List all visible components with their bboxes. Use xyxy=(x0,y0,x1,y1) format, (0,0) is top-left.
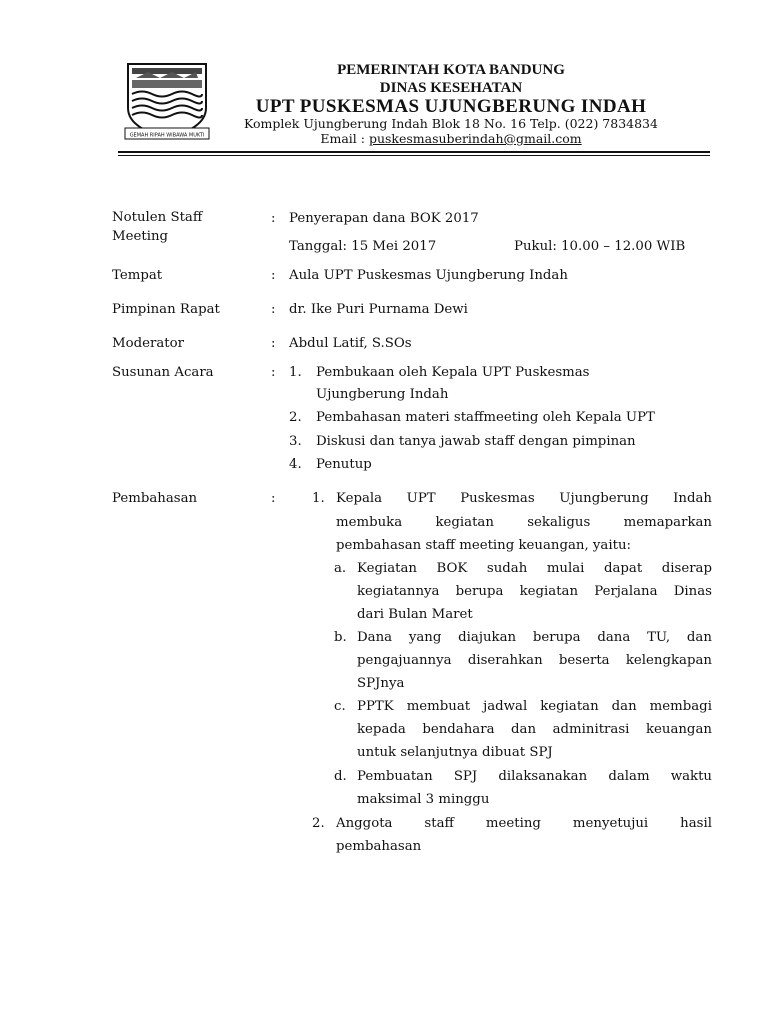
tempat-value: Aula UPT Puskesmas Ujungberung Indah xyxy=(289,268,568,283)
sub-item-line: dari Bulan Maret xyxy=(357,607,473,622)
word: sudah xyxy=(486,561,528,576)
word: menyetujui xyxy=(572,816,649,831)
agenda-item: Penutup xyxy=(316,457,372,472)
pimpinan-value: dr. Ike Puri Purnama Dewi xyxy=(289,302,468,317)
moderator-label: Moderator xyxy=(112,336,184,351)
agenda-item: Pembahasan materi staffmeeting oleh Kepala UPT xyxy=(316,410,655,425)
word: kepada xyxy=(357,722,406,737)
word: staff xyxy=(424,816,454,831)
sub-item-line xyxy=(357,770,712,783)
discussion-line xyxy=(336,492,712,505)
notulen-value: Penyerapan dana BOK 2017 xyxy=(289,211,479,226)
notulen-label-line1: Notulen Staff xyxy=(112,210,203,225)
sub-item-line: maksimal 3 minggu xyxy=(357,792,490,807)
header-department: DINAS KESEHATAN xyxy=(379,80,523,96)
colon: : xyxy=(271,211,276,226)
word: Kepala xyxy=(336,491,383,506)
word: UPT xyxy=(406,491,436,506)
word: pengajuannya xyxy=(357,653,452,668)
moderator-value: Abdul Latif, S.SOs xyxy=(289,336,412,351)
word: Puskesmas xyxy=(460,491,535,506)
word: SPJ xyxy=(453,769,478,784)
discussion-number: 2. xyxy=(312,816,325,831)
word: dan xyxy=(686,630,712,645)
discussion-line: pembahasan xyxy=(336,839,422,854)
agenda-number: 3. xyxy=(289,434,302,449)
word: Indah xyxy=(673,491,712,506)
word: dan xyxy=(611,699,637,714)
meeting-time: Pukul: 10.00 – 12.00 WIB xyxy=(514,239,686,254)
word: mulai xyxy=(546,561,585,576)
word: meeting xyxy=(485,816,541,831)
word: dana xyxy=(597,630,631,645)
word: PPTK xyxy=(357,699,394,714)
agenda-item: Pembukaan oleh Kepala UPT Puskesmas xyxy=(316,365,590,380)
sub-item-letter: b. xyxy=(334,630,347,645)
word: adminitrasi xyxy=(552,722,630,737)
word: kegiatan xyxy=(540,699,599,714)
meeting-date: Tanggal: 15 Mei 2017 xyxy=(289,239,437,254)
email-link[interactable]: puskesmasuberindah@gmail.com xyxy=(368,131,582,146)
colon: : xyxy=(271,302,276,317)
word: jadwal xyxy=(483,699,528,714)
sub-item-line xyxy=(357,562,712,575)
header-government: PEMERINTAH KOTA BANDUNG xyxy=(337,62,565,78)
sub-item-line xyxy=(357,585,712,598)
word: Pembuatan xyxy=(357,769,433,784)
word: memaparkan xyxy=(623,515,712,530)
word: kegiatan xyxy=(519,584,579,599)
susunan-label: Susunan Acara xyxy=(112,365,214,380)
word: sekaligus xyxy=(527,515,591,530)
header-email-line xyxy=(216,133,686,146)
word: Dinas xyxy=(673,584,712,599)
pembahasan-label: Pembahasan xyxy=(112,491,198,506)
header-rule-thin xyxy=(118,155,710,156)
email-label: Email : xyxy=(320,131,369,146)
sub-item-line xyxy=(357,631,712,644)
discussion-line xyxy=(336,516,712,529)
word: membuka xyxy=(336,515,403,530)
word: TU, xyxy=(647,630,671,645)
header-rule-thick xyxy=(118,151,710,153)
word: berupa xyxy=(532,630,581,645)
pimpinan-label: Pimpinan Rapat xyxy=(112,302,220,317)
agenda-item: Diskusi dan tanya jawab staff dengan pimpinan xyxy=(316,434,636,449)
sub-item-letter: d. xyxy=(334,769,347,784)
header-institution: UPT PUSKESMAS UJUNGBERUNG INDAH xyxy=(255,96,647,117)
colon: : xyxy=(271,491,276,506)
sub-item-line: SPJnya xyxy=(357,676,405,691)
word: dilaksanakan xyxy=(498,769,588,784)
discussion-number: 1. xyxy=(312,491,325,506)
word: Anggota xyxy=(336,816,393,831)
colon: : xyxy=(271,268,276,283)
sub-item-letter: c. xyxy=(334,699,346,714)
word: berupa xyxy=(455,584,504,599)
word: diserap xyxy=(661,561,712,576)
sub-item-line xyxy=(357,700,712,713)
word: yang xyxy=(408,630,442,645)
word: kelengkapan xyxy=(625,653,712,668)
word: diserahkan xyxy=(467,653,543,668)
word: membagi xyxy=(649,699,712,714)
word: BOK xyxy=(436,561,468,576)
word: membuat xyxy=(406,699,471,714)
city-crest-logo xyxy=(124,62,210,142)
sub-item-line: untuk selanjutnya dibuat SPJ xyxy=(357,745,553,760)
word: bendahara xyxy=(422,722,495,737)
word: beserta xyxy=(558,653,610,668)
sub-item-line xyxy=(357,654,712,667)
logo-motto: GEMAH RIPAH WIBAWA MUKTI xyxy=(129,132,205,139)
word: hasil xyxy=(680,816,712,831)
word: kegiatan xyxy=(435,515,494,530)
header-address: Komplek Ujungberung Indah Blok 18 No. 16 Telp. (022) 7834834 xyxy=(244,116,658,131)
word: Perjalana xyxy=(594,584,658,599)
word: kegiatannya xyxy=(357,584,440,599)
word: dalam xyxy=(608,769,650,784)
word: Kegiatan xyxy=(357,561,417,576)
discussion-line xyxy=(336,817,712,830)
word: diajukan xyxy=(458,630,517,645)
agenda-number: 1. xyxy=(289,365,302,380)
word: dapat xyxy=(603,561,643,576)
discussion-line: pembahasan staff meeting keuangan, yaitu: xyxy=(336,538,631,553)
agenda-number: 4. xyxy=(289,457,302,472)
word: Ujungberung xyxy=(559,491,649,506)
agenda-item-cont: Ujungberung Indah xyxy=(316,387,449,402)
agenda-number: 2. xyxy=(289,410,302,425)
word: dan xyxy=(511,722,537,737)
notulen-label-line2: Meeting xyxy=(112,229,169,244)
colon: : xyxy=(271,365,276,380)
tempat-label: Tempat xyxy=(112,268,163,283)
word: waktu xyxy=(670,769,712,784)
sub-item-line xyxy=(357,723,712,736)
word: keuangan xyxy=(645,722,712,737)
sub-item-letter: a. xyxy=(334,561,347,576)
word: Dana xyxy=(357,630,393,645)
colon: : xyxy=(271,336,276,351)
